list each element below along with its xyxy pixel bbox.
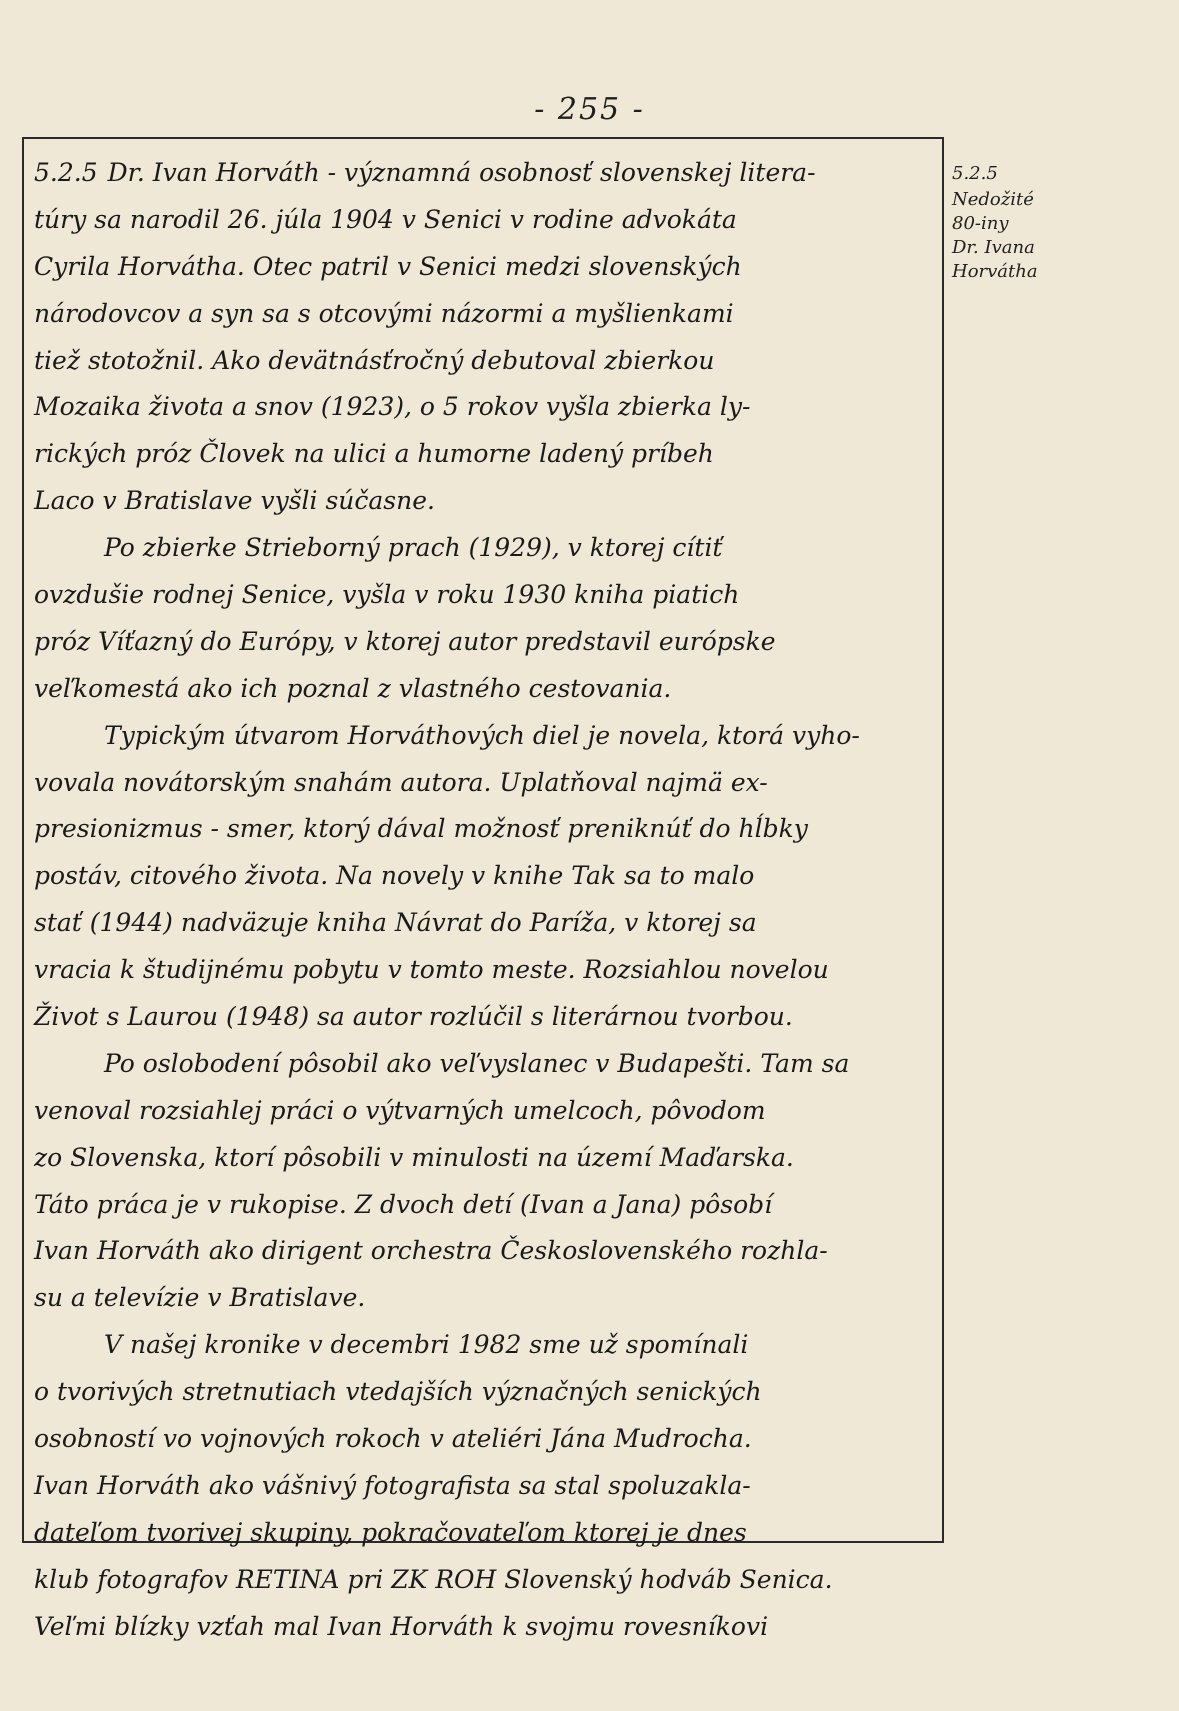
handwritten-body — [34, 150, 934, 1651]
text-line: Laco v Bratislave vyšli súčasne. — [34, 486, 435, 516]
section-number: 5.2.5 — [34, 158, 98, 187]
text-line: Táto práca je v rukopise. Z dvoch detí (Ivan a Jana) pôsobí — [34, 1189, 773, 1219]
margin-section-number: 5.2.5 — [952, 163, 998, 184]
text-line: národovcov a syn sa s otcovými názormi a myšlienkami — [34, 298, 734, 328]
text-line: Ivan Horváth ako vášnivý fotografista sa stal spoluzakla- — [34, 1470, 751, 1500]
text-line: próz Víťazný do Európy, v ktorej autor predstavil európske — [34, 626, 776, 656]
text-line: vracia k študijnému pobytu v tomto meste. Rozsiahlou novelou — [34, 955, 829, 985]
margin-note — [952, 162, 1072, 284]
text-line: V našej kronike v decembri 1982 sme už spomínali — [104, 1330, 749, 1360]
text-line: stať (1944) nadväzuje kniha Návrat do Paríža, v ktorej sa — [34, 908, 757, 938]
text-line: o tvorivých stretnutiach vtedajších význačných senických — [34, 1377, 762, 1407]
text-line: postáv, citového života. Na novely v knihe Tak sa to malo — [34, 861, 755, 891]
text-line: Veľmi blízky vzťah mal Ivan Horváth k svojmu rovesníkovi — [34, 1611, 769, 1641]
text-line: dateľom tvorivej skupiny, pokračovateľom ktorej je dnes — [34, 1517, 747, 1547]
text-line: presionizmus - smer, ktorý dával možnosť preniknúť do hĺbky — [34, 814, 808, 844]
text-line: Po zbierke Strieborný prach (1929), v ktorej cítiť — [104, 533, 723, 563]
text-line: Mozaika života a snov (1923), o 5 rokov vyšla zbierka ly- — [34, 392, 751, 422]
text-line: ovzdušie rodnej Senice, vyšla v roku 1930 kniha piatich — [34, 580, 740, 610]
text-line — [34, 150, 934, 197]
text-line: Život s Laurou (1948) sa autor rozlúčil s literárnou tvorbou. — [34, 1002, 793, 1032]
text-line: veľkomestá ako ich poznal z vlastného cestovania. — [34, 673, 672, 703]
text-line-content: Dr. Ivan Horváth - významná osobnosť slovenskej litera- — [107, 158, 816, 187]
text-line: Cyrila Horvátha. Otec patril v Senici medzi slovenských — [34, 251, 742, 281]
text-line: tiež stotožnil. Ako devätnásťročný debutoval zbierkou — [34, 345, 715, 375]
text-line: klub fotografov RETINA pri ZK ROH Slovenský hodváb Senica. — [34, 1564, 833, 1594]
margin-note-line: Nedožité — [952, 189, 1034, 210]
text-line: su a televízie v Bratislave. — [34, 1283, 366, 1313]
text-line: vovala novátorským snahám autora. Uplatňoval najmä ex- — [34, 767, 768, 797]
margin-note-line: 80-iny — [952, 213, 1009, 234]
text-line: Ivan Horváth ako dirigent orchestra Československého rozhla- — [34, 1236, 828, 1266]
text-line: zo Slovenska, ktorí pôsobili v minulosti na území Maďarska. — [34, 1142, 794, 1172]
text-line: Typickým útvarom Horváthových diel je novela, ktorá vyho- — [104, 720, 860, 750]
text-line: osobností vo vojnových rokoch v ateliéri Jána Mudrocha. — [34, 1424, 752, 1454]
page-number: - 255 - — [534, 92, 645, 127]
text-line: Po oslobodení pôsobil ako veľvyslanec v Budapešti. Tam sa — [104, 1048, 850, 1078]
text-line: rických próz Človek na ulici a humorne ladený príbeh — [34, 439, 714, 469]
text-line: venoval rozsiahlej práci o výtvarných umelcoch, pôvodom — [34, 1095, 766, 1125]
text-line: túry sa narodil 26. júla 1904 v Senici v rodine advokáta — [34, 204, 737, 234]
margin-note-line: Horvátha — [952, 261, 1038, 282]
margin-note-line: Dr. Ivana — [952, 237, 1035, 258]
